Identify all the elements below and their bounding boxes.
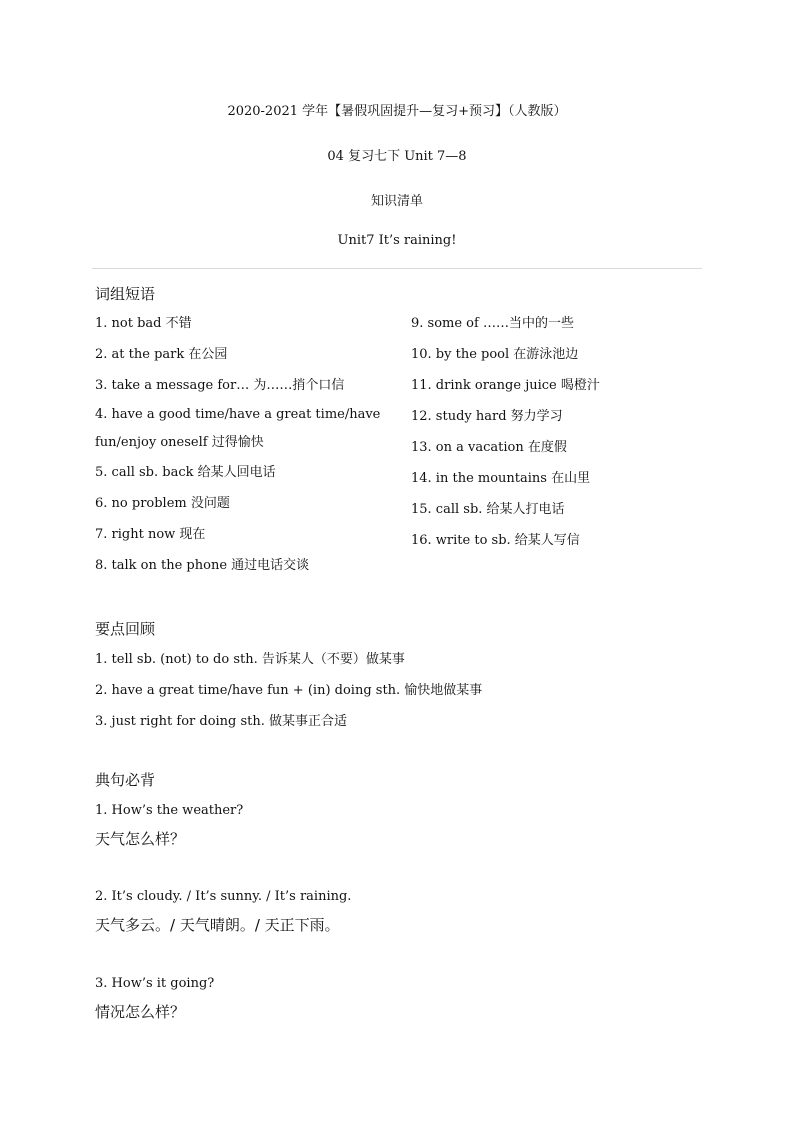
key-point-item: 1. tell sb. (not) to do sth. 告诉某人（不要）做某事 (95, 652, 405, 667)
phrase-item: 4. have a good time/have a great time/have (95, 407, 381, 422)
key-point-item: 3. just right for doing sth. 做某事正合适 (95, 714, 348, 729)
phrase-item: 12. study hard 努力学习 (411, 409, 563, 424)
document-title: 2020-2021 学年【暑假巩固提升—复习+预习】（人教版） (227, 104, 567, 119)
phrase-item: 14. in the mountains 在山里 (411, 471, 591, 486)
sentence-english: 3. How’s it going? (95, 976, 215, 991)
phrases-list-right (411, 308, 711, 556)
header-divider (92, 268, 702, 269)
document-subtitle: 04 复习七下 Unit 7—8 (327, 149, 467, 164)
key-point-item: 2. have a great time/have fun + (in) doing sth. 愉快地做某事 (95, 683, 483, 698)
phrase-item: 1. not bad 不错 (95, 316, 192, 331)
phrase-item: 11. drink orange juice 喝橙汁 (411, 378, 600, 393)
phrase-item: 9. some of ……当中的一些 (411, 316, 574, 331)
phrase-item: 7. right now 现在 (95, 527, 206, 542)
phrase-item: 3. take a message for… 为……捎个口信 (95, 378, 345, 393)
phrase-item: 5. call sb. back 给某人回电话 (95, 465, 276, 480)
phrases-heading: 词组短语 (95, 285, 156, 303)
sentence-chinese: 天气多云。/ 天气晴朗。/ 天正下雨。 (95, 916, 340, 934)
sentence-english: 2. It’s cloudy. / It’s sunny. / It’s raining. (95, 889, 352, 904)
sentences-heading: 典句必背 (95, 771, 156, 789)
phrase-item-continued: fun/enjoy oneself 过得愉快 (95, 435, 264, 450)
sentence-english: 1. How’s the weather? (95, 803, 244, 818)
phrase-item: 16. write to sb. 给某人写信 (411, 533, 580, 548)
phrase-item: 6. no problem 没问题 (95, 496, 230, 511)
phrase-item: 2. at the park 在公园 (95, 347, 228, 362)
phrase-item: 13. on a vacation 在度假 (411, 440, 567, 455)
section-title: 知识清单 (370, 194, 423, 209)
key-points-list (95, 644, 715, 737)
sentence-chinese: 天气怎么样？ (95, 830, 186, 848)
phrases-list-left (95, 308, 395, 581)
phrase-item: 15. call sb. 给某人打电话 (411, 502, 565, 517)
phrase-item: 10. by the pool 在游泳池边 (411, 347, 579, 362)
unit-title: Unit7 It’s raining! (337, 233, 457, 248)
key-points-heading: 要点回顾 (95, 620, 156, 638)
sentence-chinese: 情况怎么样？ (95, 1003, 186, 1021)
phrase-item: 8. talk on the phone 通过电话交谈 (95, 558, 310, 573)
